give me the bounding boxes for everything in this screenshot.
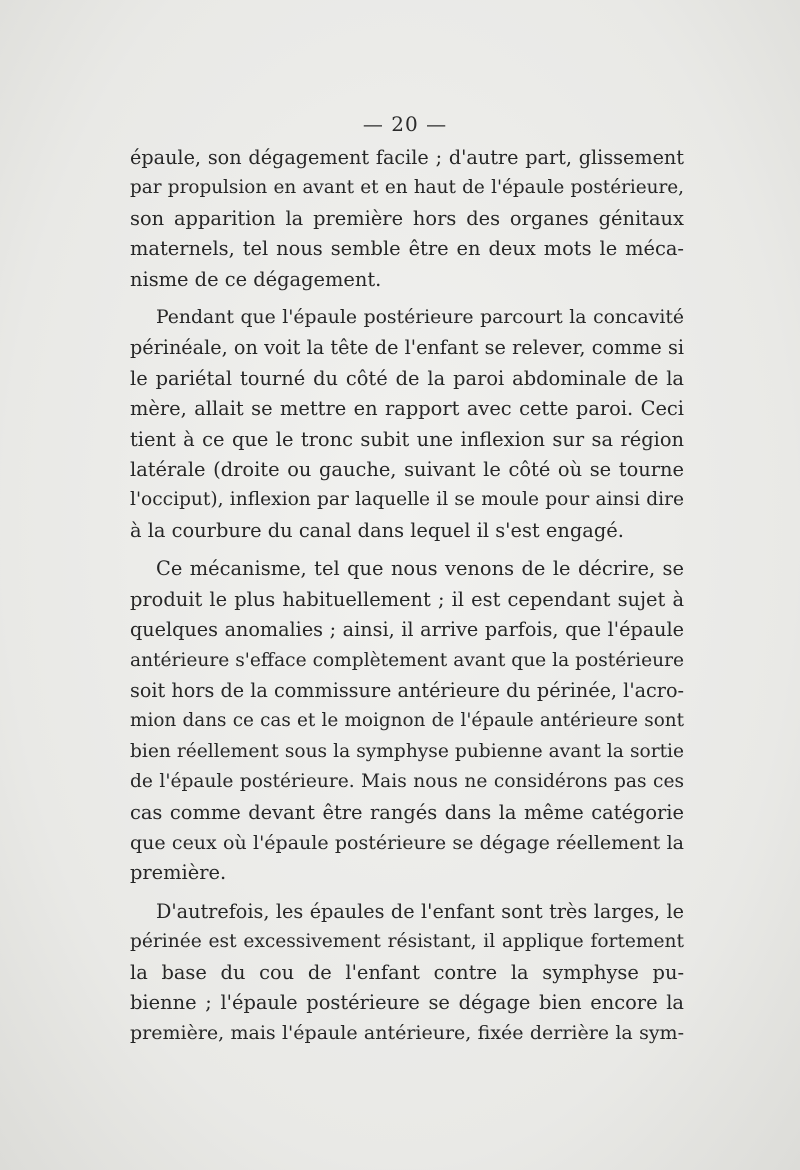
text-line: à la courbure du canal dans lequel il s'est engagé. bbox=[130, 518, 624, 542]
text-line: Pendant que l'épaule postérieure parcourt la concavité bbox=[156, 307, 684, 329]
paragraph-1 bbox=[130, 143, 684, 295]
text-line: Ce mécanisme, tel que nous venons de le décrire, se bbox=[156, 557, 684, 581]
text-line: produit le plus habituellement ; il est cependant sujet à bbox=[130, 587, 684, 611]
text-line: soit hors de la commissure antérieure du périnée, l'acro- bbox=[130, 678, 684, 702]
paragraph-2 bbox=[130, 303, 684, 546]
text-line: mère, allait se mettre en rapport avec cette paroi. Ceci bbox=[130, 397, 684, 421]
text-line: D'autrefois, les épaules de l'enfant sont très larges, le bbox=[156, 899, 684, 923]
text-line: par propulsion en avant et en haut de l'épaule postérieure, bbox=[130, 177, 684, 199]
text-line: l'occiput), inflexion par laquelle il se moule pour ainsi dire bbox=[130, 489, 684, 511]
text-line: première. bbox=[130, 861, 227, 885]
text-line: périnéale, on voit la tête de l'enfant se relever, comme si bbox=[130, 336, 684, 360]
text-line: maternels, tel nous semble être en deux mots le méca- bbox=[130, 237, 684, 261]
text-line: épaule, son dégagement facile ; d'autre part, glissement bbox=[130, 146, 684, 169]
text-line: mion dans ce cas et le moignon de l'épaule antérieure sont bbox=[130, 710, 684, 732]
text-line: bien réellement sous la symphyse pubienne avant la sortie bbox=[130, 740, 684, 762]
text-line: périnée est excessivement résistant, il applique fortement bbox=[130, 931, 684, 953]
paragraph-4 bbox=[130, 897, 684, 1049]
text-line: tient à ce que le tronc subit une inflexion sur sa région bbox=[130, 427, 684, 451]
text-line: latérale (droite ou gauche, suivant le côté où se tourne bbox=[130, 458, 684, 482]
text-line: la base du cou de l'enfant contre la symphyse pu- bbox=[130, 960, 684, 984]
text-line: nisme de ce dégagement. bbox=[130, 267, 382, 291]
text-line: de l'épaule postérieure. Mais nous ne considérons pas ces bbox=[130, 771, 684, 793]
text-line: le pariétal tourné du côté de la paroi abdominale de la bbox=[130, 366, 684, 390]
page-number: — 20 — bbox=[362, 112, 448, 136]
text-line: bienne ; l'épaule postérieure se dégage bien encore la bbox=[130, 990, 684, 1014]
text-line: quelques anomalies ; ainsi, il arrive parfois, que l'épaule bbox=[130, 618, 684, 642]
text-line: première, mais l'épaule antérieure, fixée derrière la sym- bbox=[130, 1022, 684, 1045]
text-line: cas comme devant être rangés dans la même catégorie bbox=[130, 800, 684, 824]
paragraph-3 bbox=[130, 554, 684, 888]
text-line: que ceux où l'épaule postérieure se dégage réellement la bbox=[130, 831, 684, 854]
body-text bbox=[130, 143, 684, 1049]
text-line: antérieure s'efface complètement avant que la postérieure bbox=[130, 649, 684, 671]
text-line: son apparition la première hors des organes génitaux bbox=[130, 206, 684, 230]
